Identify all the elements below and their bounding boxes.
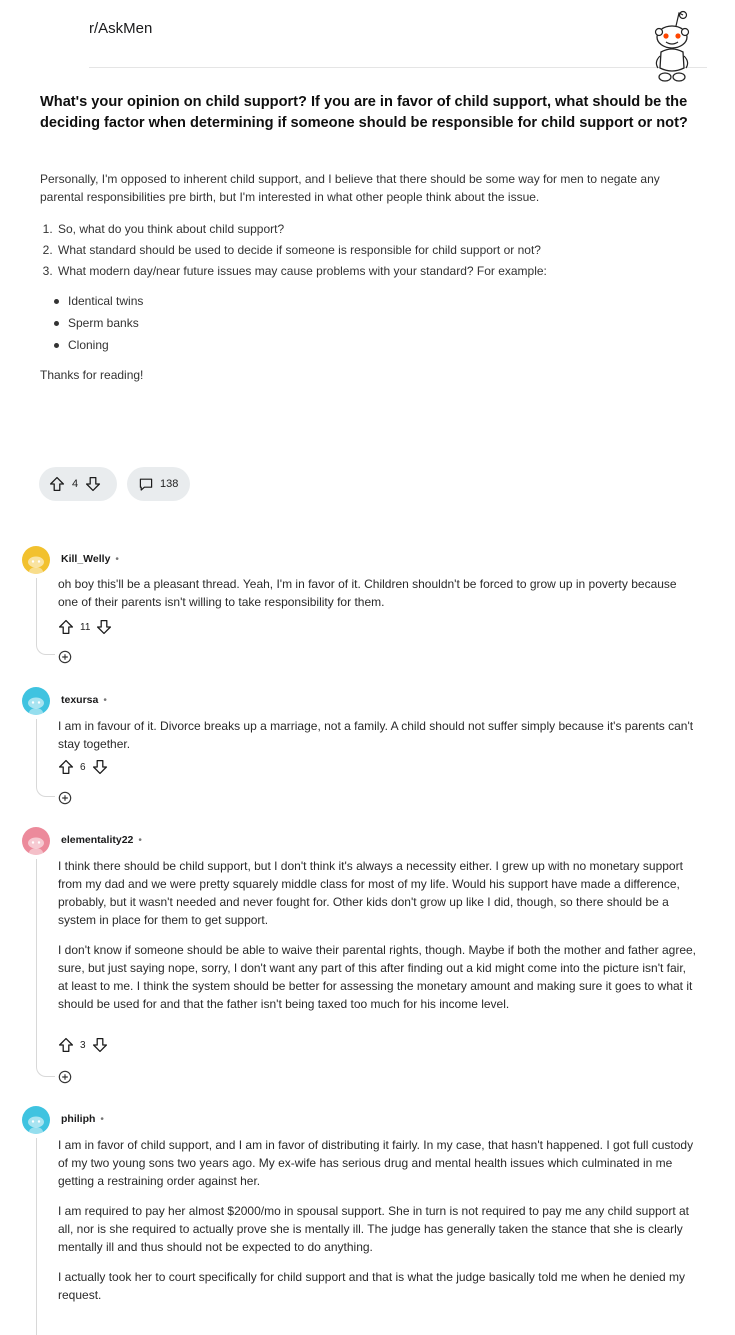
- comment: [20, 827, 700, 1092]
- downvote-arrow-icon[interactable]: [92, 759, 108, 775]
- expand-plus-icon[interactable]: [58, 791, 72, 805]
- comment-paragraph: I actually took her to court specifically for child support and that is what the judge basically told me when he denied my request.: [58, 1270, 686, 1302]
- user-avatar-icon: [22, 687, 50, 715]
- comment-paragraph: I am required to pay her almost $2000/mo in spousal support. She in turn is not required to pay me any child support at all, nor is she required to actually prove she is mentally ill. The judge has generally taken the stance that she is clearly mentally ill and thus should not be expected to do anything.: [58, 1204, 690, 1254]
- comment-paragraph: I think there should be child support, but I don't think it's always a necessity either. I grew up with no monetary support from my dad and we were pretty squarely middle class for most of my life. Would his support have made a difference, probably, but it wasn't needed and never fought for. Other kids don't grow up like I did, though, so there should be a system in place for them to get support.: [58, 859, 683, 927]
- thread-curve: [36, 1066, 55, 1077]
- post-example-list: [40, 292, 700, 354]
- downvote-arrow-icon[interactable]: [92, 1037, 108, 1053]
- comment-author[interactable]: texursa •: [61, 694, 107, 706]
- thread-line: [36, 578, 37, 644]
- upvote-arrow-icon[interactable]: [58, 619, 74, 635]
- comment-vote-count: 3: [80, 1039, 86, 1051]
- post-outro: Thanks for reading!: [40, 368, 144, 382]
- comment-author[interactable]: philiph •: [61, 1113, 104, 1125]
- post-title[interactable]: What's your opinion on child support? If you are in favor of child support, what should be the deciding factor when determining if someone should be responsible for child support or not?: [40, 94, 688, 131]
- comment-text: [58, 717, 698, 765]
- post-example: Identical twins: [54, 292, 700, 310]
- downvote-arrow-icon[interactable]: [96, 619, 112, 635]
- avatar[interactable]: [22, 827, 50, 855]
- avatar[interactable]: [22, 687, 50, 715]
- avatar[interactable]: [22, 546, 50, 574]
- comment-paragraph: I am in favour of it. Divorce breaks up a marriage, not a family. A child should not suffer simply because it's parents can't stay together.: [58, 719, 694, 751]
- user-avatar-icon: [22, 546, 50, 574]
- comment-author[interactable]: Kill_Welly •: [61, 553, 119, 565]
- post-intro: Personally, I'm opposed to inherent child support, and I believe that there should be some way for men to negate any parental responsibilities pre birth, but I'm interested in what other people think about the issue.: [40, 172, 660, 204]
- post-example: Cloning: [54, 336, 700, 354]
- comment-bubble-icon: [138, 476, 154, 492]
- comment: [20, 687, 700, 812]
- comment-text: [58, 857, 698, 1025]
- comment: [20, 1106, 700, 1335]
- post-question: 1. So, what do you think about child support?: [56, 220, 700, 238]
- user-avatar-icon: [22, 827, 50, 855]
- comment-count: 138: [160, 478, 179, 490]
- post-header: [0, 0, 735, 70]
- post-question-list: [40, 220, 700, 280]
- post-example: Sperm banks: [54, 314, 700, 332]
- comment-vote-bar: [58, 619, 112, 635]
- comments-button[interactable]: [127, 467, 190, 501]
- thread-curve: [36, 786, 55, 797]
- header-divider: [89, 67, 707, 68]
- comment-text: [58, 575, 698, 623]
- post-question: 2. What standard should be used to decide if someone is responsible for child support or not?: [56, 241, 700, 259]
- comment-text: [58, 1136, 698, 1316]
- comment-vote-bar: [58, 759, 108, 775]
- post-question: 3. What modern day/near future issues may cause problems with your standard? For example:: [56, 262, 700, 280]
- thread-curve: [36, 644, 55, 655]
- comment-paragraph: I am in favor of child support, and I am in favor of distributing it fairly. In my case, that hasn't happened. I got full custody of my two young sons two years ago. My ex-wife has serious drug and mental health issues which culminated in me getting a restraining order against her.: [58, 1138, 694, 1188]
- downvote-arrow-icon[interactable]: [85, 476, 101, 492]
- comment-author[interactable]: elementality22 •: [61, 834, 142, 846]
- upvote-arrow-icon[interactable]: [49, 476, 65, 492]
- comment-vote-bar: [58, 1037, 108, 1053]
- upvote-arrow-icon[interactable]: [58, 1037, 74, 1053]
- comment-paragraph: oh boy this'll be a pleasant thread. Yeah, I'm in favor of it. Children shouldn't be forced to grow up in poverty because one of their parents isn't willing to take responsibility for them.: [58, 577, 677, 609]
- post-body: [40, 170, 700, 398]
- post-vote-count: 4: [72, 478, 79, 490]
- user-avatar-icon: [22, 1106, 50, 1134]
- thread-line: [36, 859, 37, 1066]
- comment-paragraph: I don't know if someone should be able to waive their parental rights, though. Maybe if both the mother and father agree, sure, but just saying nope, sorry, I don't want any part of this after finding out a kid might come into the picture isn't fair, at least to me. I think the system should be better for assessing the monetary amount and making sure it goes to what it should be used for and that the father isn't being taxed too much for his income level.: [58, 943, 697, 1011]
- avatar[interactable]: [22, 1106, 50, 1134]
- comment-vote-count: 11: [80, 621, 91, 633]
- expand-plus-icon[interactable]: [58, 1070, 72, 1084]
- comment: [20, 546, 700, 671]
- expand-plus-icon[interactable]: [58, 650, 72, 664]
- subreddit-name[interactable]: r/AskMen: [89, 20, 153, 37]
- upvote-arrow-icon[interactable]: [58, 759, 74, 775]
- thread-line: [36, 719, 37, 786]
- post-vote-bar: [39, 467, 117, 501]
- thread-line: [36, 1138, 37, 1335]
- reddit-snoo-mascot-icon: [650, 8, 700, 86]
- comment-vote-count: 6: [80, 761, 86, 773]
